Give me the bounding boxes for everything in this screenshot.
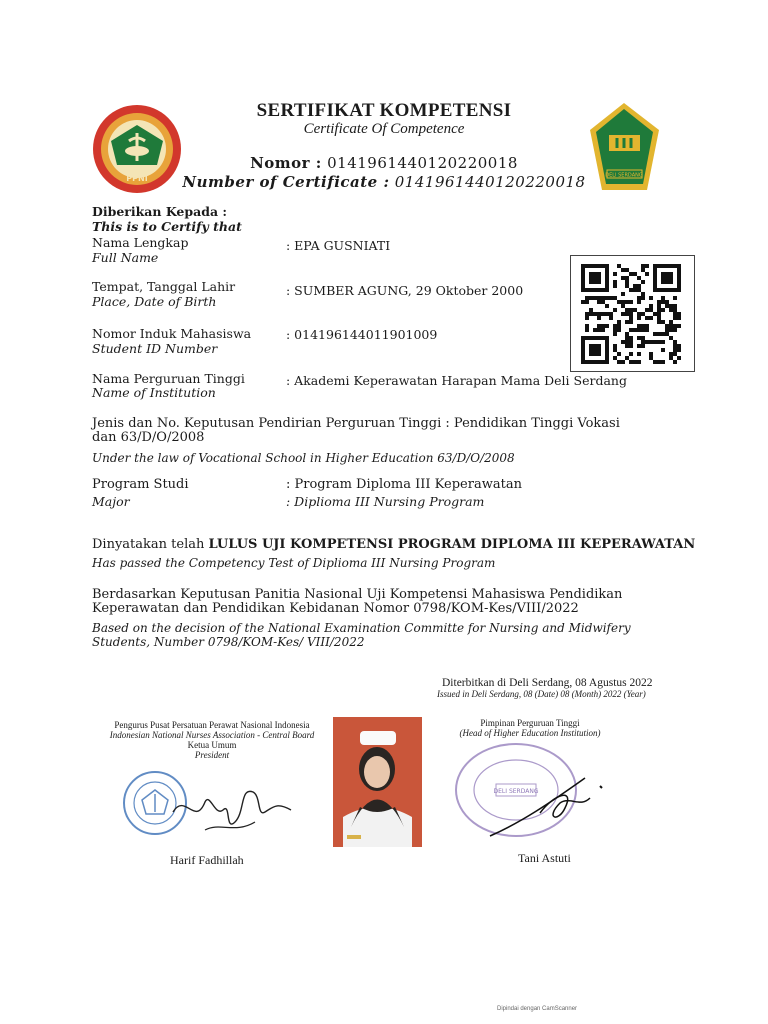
issued-line: Diterbitkan di Deli Serdang, 08 Agustus 2022 (442, 677, 653, 689)
number-label: Number of Certificate : (182, 173, 390, 191)
left-signatory-name: Harif Fadhillah (170, 853, 244, 867)
certificate-number-en (0, 173, 768, 191)
decree-line-en: Under the law of Vocational School in Higher Education 63/D/O/2008 (92, 451, 515, 465)
svg-text:DELI SERDANG: DELI SERDANG (493, 788, 539, 795)
right-role-en: (Head of Higher Education Institution) (459, 728, 601, 738)
certificate-number (0, 154, 768, 172)
decree-line-2: dan 63/D/O/2008 (92, 430, 205, 445)
student-id-label: Nomor Induk Mahasiswa (92, 326, 252, 341)
student-id-label-en: Student ID Number (92, 341, 218, 356)
right-signatory-name: Tani Astuti (518, 851, 571, 865)
student-id-value: : 014196144011901009 (286, 327, 438, 342)
birth-value: : SUMBER AGUNG, 29 Oktober 2000 (286, 283, 524, 298)
basis-line-1: Berdasarkan Keputusan Panitia Nasional Uji Kompetensi Mahasiswa Pendidikan (92, 587, 623, 602)
student-photo (333, 717, 422, 847)
birth-label-en: Place, Date of Birth (92, 294, 217, 309)
qr-code (570, 255, 695, 372)
full-name-value: : EPA GUSNIATI (286, 238, 391, 253)
pass-statement (92, 538, 712, 552)
left-role: Ketua Umum (187, 740, 237, 750)
svg-text:PPNI: PPNI (126, 174, 148, 183)
program-value: : Program Diploma III Keperawatan (286, 477, 522, 492)
program-label: Program Studi (92, 477, 189, 492)
program-label-en: Major (92, 494, 130, 509)
left-org: Pengurus Pusat Persatuan Perawat Nasional Indonesia (114, 720, 310, 730)
full-name-label: Nama Lengkap (92, 235, 189, 250)
birth-label: Tempat, Tanggal Lahir (92, 279, 236, 294)
right-role: Pimpinan Perguruan Tinggi (480, 718, 580, 728)
basis-en-1: Based on the decision of the National Examination Committe for Nursing and Midwifery (92, 621, 631, 635)
right-signatory-block (440, 718, 620, 738)
nomor-label: Nomor : (250, 154, 322, 172)
program-value-en: : Diplioma III Nursing Program (286, 494, 485, 509)
given-to-label: Diberikan Kepada : (92, 204, 228, 219)
institution-label: Nama Perguruan Tinggi (92, 371, 245, 386)
institution-label-en: Name of Institution (92, 385, 216, 400)
full-name-label-en: Full Name (92, 250, 159, 265)
qr-code-graphic (571, 256, 694, 371)
number-value: 0141961440120220018 (394, 173, 586, 191)
basis-line-2: Keperawatan dan Pendidikan Kebidanan Nomor 0798/KOM-Kes/VIII/2022 (92, 601, 579, 616)
left-signatory-block (98, 720, 326, 760)
left-signature (165, 772, 295, 842)
left-role-en: President (194, 750, 230, 760)
svg-text:DELI SERDANG: DELI SERDANG (605, 172, 643, 179)
right-signature (480, 768, 610, 843)
certify-label: This is to Certify that (92, 219, 242, 234)
pass-statement-en: Has passed the Competency Test of Diplioma III Nursing Program (92, 556, 496, 570)
basis-en-2: Students, Number 0798/KOM-Kes/ VIII/2022 (92, 635, 365, 649)
decree-line-1: Jenis dan No. Keputusan Pendirian Perguruan Tinggi : Pendidikan Tinggi Vokasi (92, 416, 620, 431)
issued-line-en: Issued in Deli Serdang, 08 (Date) 08 (Month) 2022 (Year) (437, 689, 646, 699)
pass-bold: LULUS UJI KOMPETENSI PROGRAM DIPLOMA III KEPERAWATAN (208, 537, 696, 552)
left-org-en: Indonesian National Nurses Association - Central Board (109, 730, 315, 740)
pass-prefix: Dinyatakan telah (92, 537, 205, 552)
certificate-subtitle: Certificate Of Competence (303, 121, 465, 137)
certificate-title: SERTIFIKAT KOMPETENSI (256, 100, 512, 121)
institution-value: : Akademi Keperawatan Harapan Mama Deli Serdang (286, 373, 627, 388)
scan-note: Dipindai dengan CamScanner (497, 1006, 578, 1012)
nomor-value: 0141961440120220018 (327, 154, 518, 172)
